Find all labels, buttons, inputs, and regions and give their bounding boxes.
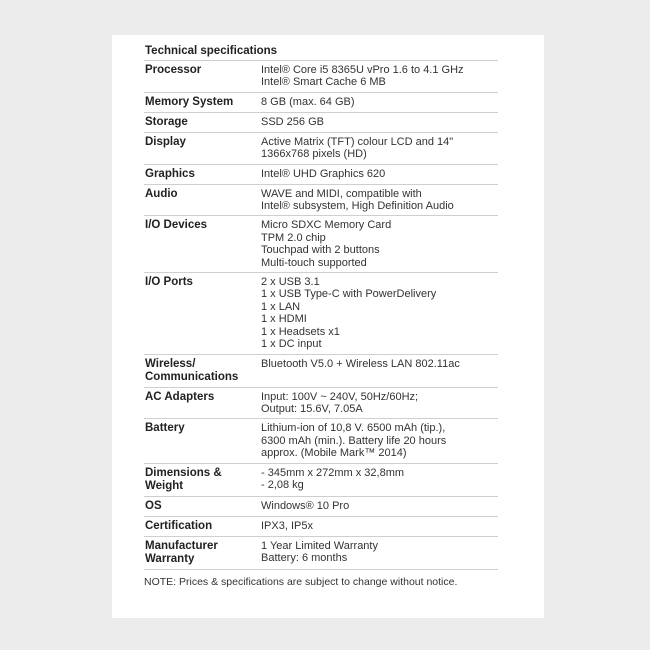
spec-value-line: WAVE and MIDI, compatible with — [261, 187, 422, 200]
spec-row — [144, 464, 498, 497]
spec-sheet — [112, 35, 544, 618]
spec-value — [261, 64, 498, 89]
spec-value-line: 8 GB (max. 64 GB) — [261, 95, 355, 108]
spec-label: AC Adapters — [145, 390, 215, 403]
spec-value — [261, 136, 498, 161]
spec-value — [261, 96, 498, 109]
spec-value-line: Intel® UHD Graphics 620 — [261, 167, 386, 180]
spec-row — [144, 133, 498, 165]
spec-value-line: - 345mm x 272mm x 32,8mm — [261, 466, 405, 479]
spec-row — [144, 517, 498, 537]
spec-value — [261, 188, 498, 213]
spec-value — [261, 219, 498, 269]
spec-label: Processor — [145, 64, 202, 76]
spec-value-line: approx. (Mobile Mark™ 2014) — [261, 447, 407, 460]
spec-row — [144, 497, 498, 517]
spec-label: Dimensions & Weight — [145, 466, 222, 492]
spec-row — [144, 185, 498, 217]
spec-label: Storage — [145, 115, 188, 128]
spec-value — [261, 276, 498, 350]
spec-value-line: Multi-touch supported — [261, 256, 367, 269]
spec-label: Memory System — [145, 95, 234, 108]
spec-value-line: Output: 15.6V, 7.05A — [261, 402, 363, 415]
spec-value-line: 1 x HDMI — [261, 313, 307, 326]
spec-row — [144, 93, 498, 113]
spec-value-line: Intel® Core i5 8365U vPro 1.6 to 4.1 GHz — [261, 64, 464, 76]
spec-value — [261, 467, 498, 493]
spec-value-line: 1 Year Limited Warranty — [261, 539, 378, 552]
spec-value-line: Windows® 10 Pro — [261, 499, 350, 512]
spec-value-line: 1 x USB Type-C with PowerDelivery — [261, 288, 437, 301]
spec-value-line: IPX3, IP5x — [261, 519, 313, 532]
spec-value-line: Input: 100V ~ 240V, 50Hz/60Hz; — [261, 390, 419, 403]
spec-row — [144, 537, 498, 570]
spec-value — [261, 500, 498, 513]
spec-row — [144, 61, 498, 93]
spec-label: I/O Devices — [145, 219, 208, 232]
spec-label: Display — [145, 135, 186, 148]
spec-value-line: 1366x768 pixels (HD) — [261, 148, 367, 161]
spec-value-line: Micro SDXC Memory Card — [261, 219, 392, 232]
spec-value-line: Intel® subsystem, High Definition Audio — [261, 200, 454, 213]
spec-value — [261, 168, 498, 181]
spec-value-line: Intel® Smart Cache 6 MB — [261, 76, 386, 89]
spec-value-line: Lithium-ion of 10,8 V. 6500 mAh (tip.), — [261, 422, 446, 435]
spec-value-line: Battery: 6 months — [261, 551, 348, 564]
spec-row — [144, 165, 498, 185]
spec-value-line: SSD 256 GB — [261, 115, 324, 128]
spec-row — [144, 273, 498, 354]
disclaimer-note: NOTE: Prices & specifications are subject to change without notice. — [144, 575, 458, 588]
spec-label: Audio — [145, 187, 178, 200]
spec-row — [144, 355, 498, 388]
spec-value-line: 6300 mAh (min.). Battery life 20 hours — [261, 434, 447, 447]
spec-value-line: 1 x DC input — [261, 338, 322, 351]
spec-value-line: Bluetooth V5.0 + Wireless LAN 802.11ac — [261, 357, 460, 370]
spec-value-line: Active Matrix (TFT) colour LCD and 14" — [261, 135, 454, 148]
spec-rows — [144, 61, 498, 570]
spec-label: I/O Ports — [145, 276, 193, 289]
spec-value-line: 2 x USB 3.1 — [261, 276, 320, 289]
spec-row — [144, 388, 498, 420]
spec-table — [144, 40, 498, 588]
spec-label: Battery — [145, 422, 185, 435]
spec-value — [261, 358, 498, 384]
spec-value-line: - 2,08 kg — [261, 478, 304, 491]
spec-value — [261, 391, 498, 416]
spec-value-line: 1 x LAN — [261, 300, 301, 313]
spec-value — [261, 116, 498, 129]
spec-value — [261, 520, 498, 533]
spec-label: Graphics — [145, 167, 195, 180]
spec-value-line: 1 x Headsets x1 — [261, 325, 340, 338]
spec-label: OS — [145, 499, 162, 512]
spec-title: Technical specifications — [144, 40, 498, 61]
spec-label: Wireless/ Communications — [145, 357, 239, 383]
spec-value-line: TPM 2.0 chip — [261, 231, 326, 244]
spec-row — [144, 419, 498, 463]
spec-row — [144, 216, 498, 273]
spec-value — [261, 540, 498, 566]
spec-label: Certification — [145, 519, 213, 532]
spec-value — [261, 422, 498, 459]
spec-row — [144, 113, 498, 133]
spec-value-line: Touchpad with 2 buttons — [261, 244, 380, 257]
spec-label: Manufacturer Warranty — [145, 539, 218, 565]
